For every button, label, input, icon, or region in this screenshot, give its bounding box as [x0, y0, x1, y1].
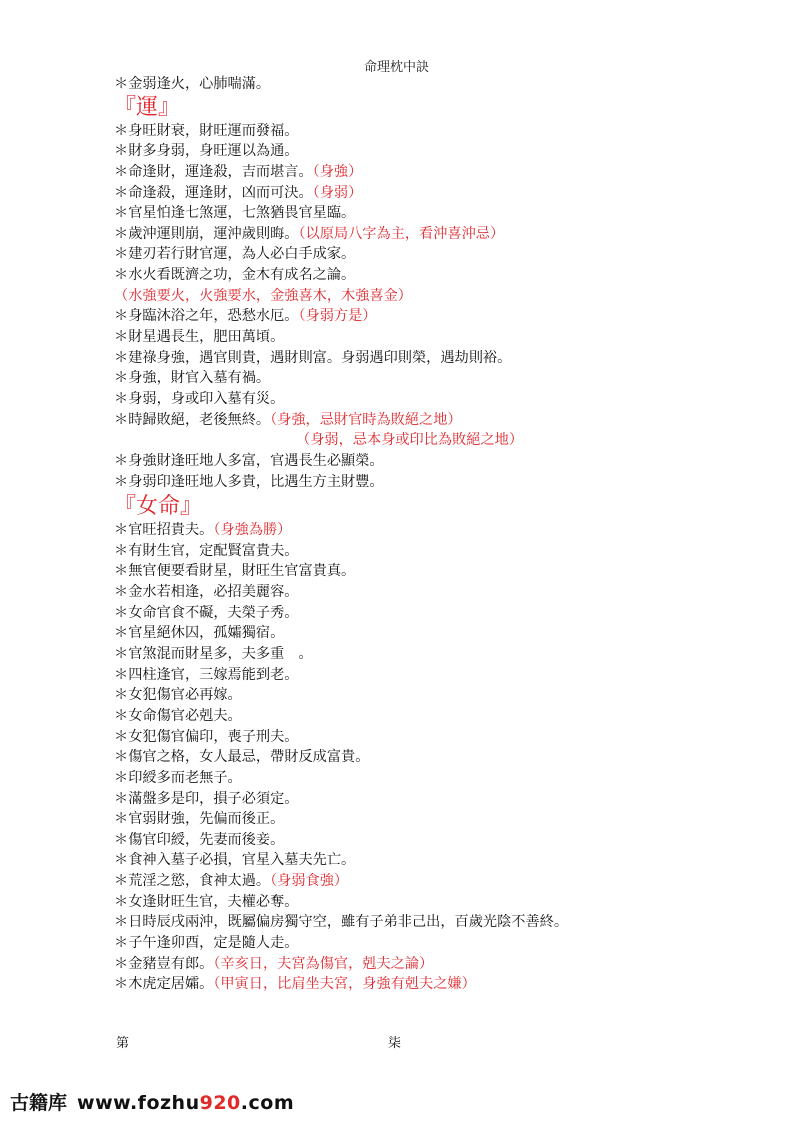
- line-text: ＊官星怕逢七煞運，七煞猶畏官星臨。: [114, 205, 356, 222]
- line-text: ＊命逢財，運逢殺，吉而堪言。: [114, 163, 313, 180]
- annotation-note: （身強）: [312, 163, 363, 180]
- line-text: ＊金水若相逢，必招美麗容。: [114, 584, 299, 601]
- text-line: [114, 665, 774, 686]
- text-line: [114, 933, 774, 954]
- text-line: [114, 830, 774, 851]
- line-text: ＊官煞混而財星多，夫多重 。: [114, 646, 313, 663]
- text-line: [114, 644, 774, 665]
- line-text: ＊日時辰戌兩沖，既屬偏房獨守空，雖有子弟非己出，百歲光陰不善終。: [114, 914, 569, 931]
- site-watermark: [10, 1088, 294, 1115]
- line-text: ＊水火看既濟之功，金木有成名之論。: [114, 267, 356, 284]
- line-text: ＊歲沖運則崩，運沖歲則晦。: [114, 225, 299, 242]
- text-line: [114, 747, 774, 768]
- text-line: [114, 603, 774, 624]
- text-line: [114, 850, 774, 871]
- text-line: [114, 541, 774, 562]
- line-text: ＊時歸敗絕，老後無終。: [114, 411, 271, 428]
- text-line: [114, 286, 774, 307]
- line-text: ＊建祿身強，遇官則貴，遇財則富。身弱遇印則榮，遇劫則裕。: [114, 349, 512, 366]
- text-line: [114, 74, 774, 95]
- text-line: [114, 768, 774, 789]
- text-line: [114, 368, 774, 389]
- line-text: ＊有財生官，定配賢富貴夫。: [114, 542, 299, 559]
- line-text: ＊傷官印綬，先妻而後妾。: [114, 831, 285, 848]
- watermark-url-main: www.fozhu: [77, 1092, 200, 1114]
- page-number-prefix: 第: [116, 1036, 130, 1051]
- text-line: [114, 472, 774, 493]
- line-text: ＊木虎定居孀。: [114, 976, 214, 993]
- text-line: [114, 451, 774, 472]
- text-line: [114, 871, 774, 892]
- line-text: ＊女犯傷官必再嫁。: [114, 687, 242, 704]
- annotation-note: （甲寅日，比肩坐夫宮，身強有剋夫之嫌）: [213, 976, 476, 993]
- section-heading-text: 『運』: [114, 94, 181, 120]
- line-text: ＊身弱印逢旺地人多貴，比遇生方主財豐。: [114, 473, 384, 490]
- line-text: ＊官弱財強，先偏而後正。: [114, 811, 285, 828]
- text-line: [114, 224, 774, 245]
- line-text: ＊命逢殺，運逢財，凶而可決。: [114, 184, 313, 201]
- text-line: [114, 706, 774, 727]
- line-text: ＊金豬豈有郎。: [114, 955, 214, 972]
- text-line: [114, 162, 774, 183]
- line-text: ＊無官便要看財星，財旺生官富貴真。: [114, 563, 356, 580]
- text-line: [114, 306, 774, 327]
- text-line: [114, 141, 774, 162]
- text-line: [114, 623, 774, 644]
- text-line: [114, 203, 774, 224]
- annotation-note: （身弱）: [312, 184, 363, 201]
- line-text: ＊身臨沐浴之年，恐愁水厄。: [114, 308, 299, 325]
- annotation-note: （辛亥日，夫宮為傷官，剋夫之論）: [213, 955, 434, 972]
- page-footer: [0, 1032, 793, 1051]
- text-line: [114, 348, 774, 369]
- line-text: ＊身強，財官入墓有禍。: [114, 370, 271, 387]
- line-text: ＊荒淫之慾，食神太過。: [114, 873, 271, 890]
- line-text: ＊子午逢卯酉，定是隨人走。: [114, 934, 299, 951]
- line-text: ＊身強財逢旺地人多富，官遇長生必顯榮。: [114, 452, 384, 469]
- text-line: [114, 582, 774, 603]
- text-line: [114, 789, 774, 810]
- text-line: [114, 809, 774, 830]
- text-line: [114, 265, 774, 286]
- line-text: ＊女犯傷官偏印，喪子刑夫。: [114, 728, 299, 745]
- text-line: [114, 389, 774, 410]
- text-line: [114, 954, 774, 975]
- line-text: ＊傷官之格，女人最忌，帶財反成富貴。: [114, 749, 370, 766]
- line-text: ＊四柱逢官，三嫁焉能到老。: [114, 666, 299, 683]
- text-line: [114, 685, 774, 706]
- line-text: ＊女逢財旺生官，夫權必奪。: [114, 893, 299, 910]
- line-text: ＊財多身弱，身旺運以為通。: [114, 143, 299, 160]
- annotation-note: （身強為勝）: [213, 522, 292, 539]
- section-heading: [114, 95, 774, 121]
- line-text: ＊身弱，身或印入墓有災。: [114, 390, 285, 407]
- page-header: 命理枕中訣: [363, 60, 429, 75]
- line-text: ＊滿盤多是印，損子必須定。: [114, 790, 299, 807]
- line-text: ＊財星遇長生，肥田萬頃。: [114, 329, 285, 346]
- line-text: ＊建刃若行財官運，為人必白手成家。: [114, 246, 356, 263]
- line-text: ＊官旺招貴夫。: [114, 522, 214, 539]
- text-line: [114, 727, 774, 748]
- line-text: ＊女命傷官必剋夫。: [114, 707, 242, 724]
- text-line: [114, 244, 774, 265]
- watermark-url: [77, 1092, 294, 1114]
- text-line: [114, 121, 774, 142]
- section-heading: [114, 492, 774, 520]
- annotation-note: （身弱食強）: [270, 873, 349, 890]
- watermark-name: 古籍库: [10, 1092, 68, 1114]
- annotation-note: （以原局八字為主，看沖喜沖忌）: [298, 225, 505, 242]
- annotation-note: （身弱方是）: [298, 308, 377, 325]
- watermark-url-accent: 920: [199, 1092, 241, 1114]
- text-line: [114, 561, 774, 582]
- annotation-note: （身強，忌財官時為敗絕之地）: [270, 411, 462, 428]
- text-line: [114, 183, 774, 204]
- section-heading-text: 『女命』: [114, 494, 203, 520]
- watermark-url-tail: .com: [240, 1092, 295, 1114]
- line-text: ＊官星絕休囚，孤孀獨宿。: [114, 625, 285, 642]
- text-line: [114, 410, 774, 431]
- text-line: [114, 974, 774, 995]
- text-line: [114, 892, 774, 913]
- text-line: [114, 520, 774, 541]
- line-text: ＊食神入墓子必損，官星入墓夫先亡。: [114, 852, 356, 869]
- text-line: [114, 912, 774, 933]
- page-number: 柒: [388, 1036, 402, 1051]
- annotation-note: （水強要火，火強要水，金強喜木，木強喜金）: [114, 287, 412, 304]
- line-text: ＊金弱逢火，心肺喘滿。: [114, 76, 271, 92]
- line-text: ＊身旺財衰，財旺運而發福。: [114, 122, 299, 139]
- document-body: [114, 74, 774, 995]
- text-line: [114, 327, 774, 348]
- annotation-note: （身弱，忌本身或印比為敗絕之地）: [296, 432, 524, 449]
- line-text: ＊女命官食不礙，夫榮子秀。: [114, 604, 299, 621]
- text-line: [114, 430, 774, 451]
- line-text: ＊印綬多而老無子。: [114, 769, 242, 786]
